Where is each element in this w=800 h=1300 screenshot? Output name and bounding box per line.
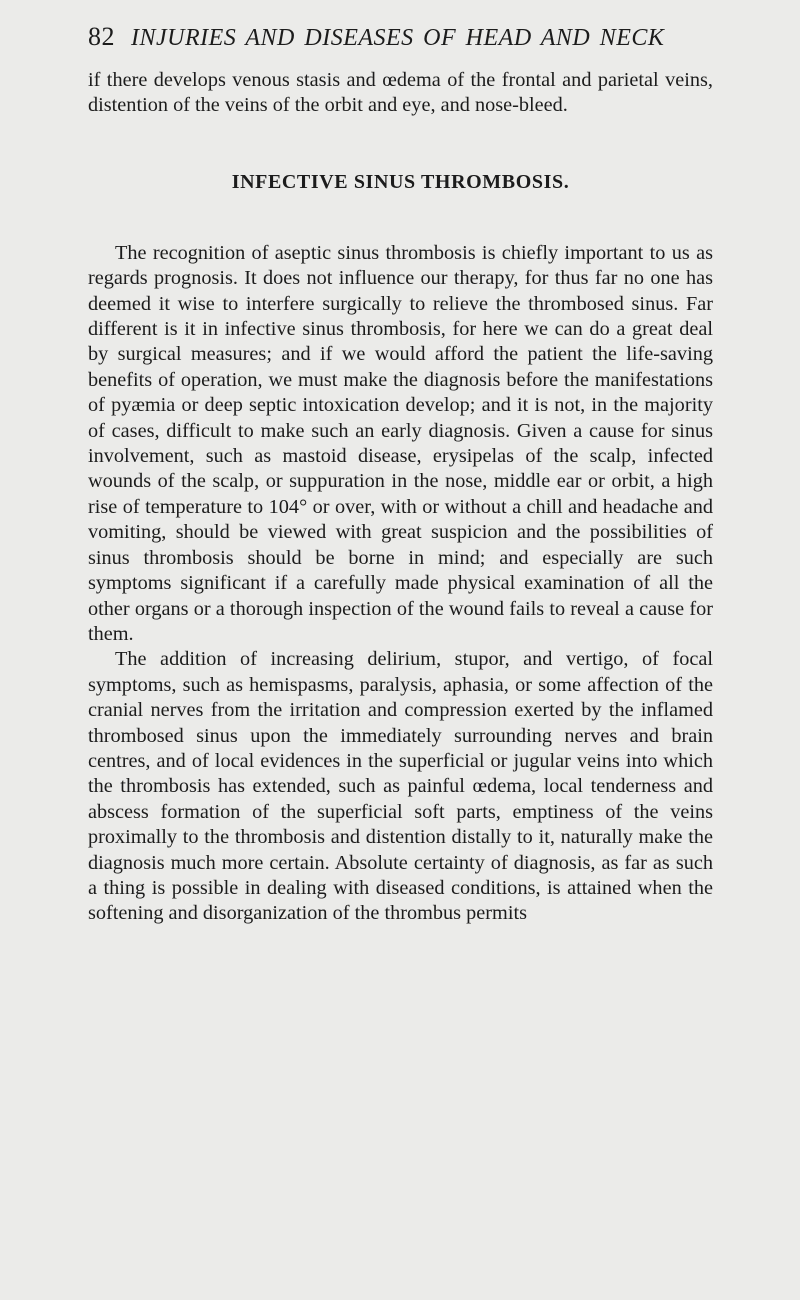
body-text	[88, 68, 713, 927]
paragraph-2: The addition of increasing delirium, stupor, and vertigo, of focal symptoms, such as hemispasms, paralysis, aphasia, or some affection of the cranial nerves from the irritation and compression exerted by the inflamed thrombosed sinus upon the immediately surrounding nerves and brain centres, and of local evidences in the superficial or jugular veins into which the thrombosis has extended, such as painful œdema, local tenderness and abscess formation of the superficial soft parts, emptiness of the veins proximally to the thrombosis and distention distally to it, naturally make the diagnosis much more certain. Absolute certainty of diagnosis, as far as such a thing is possible in dealing with diseased conditions, is attained when the softening and disorganization of the thrombus permits	[88, 648, 713, 925]
section-heading: INFECTIVE SINUS THROMBOSIS.	[231, 170, 570, 193]
paragraph-1: The recognition of aseptic sinus thrombosis is chiefly important to us as regards prognosis. It does not influence our therapy, for thus far no one has deemed it wise to interfere surgically to relieve the thrombosed sinus. Far different is it in infective sinus thrombosis, for here we can do a great deal by surgical measures; and if we would afford the patient the life-saving benefits of operation, we must make the diagnosis before the manifestations of pyæmia or deep septic intoxication develop; and it is not, in the majority of cases, difficult to make such an early diagnosis. Given a cause for sinus involvement, such as mastoid disease, erysipelas of the scalp, infected wounds of the scalp, or suppuration in the nose, middle ear or orbit, a high rise of temperature to 104° or over, with or without a chill and headache and vomiting, should be viewed with great suspicion and the possibilities of sinus thrombosis should be borne in mind; and especially are such symptoms significant if a carefully made physical examination of all the other organs or a thorough inspection of the wound fails to reveal a cause for them.	[88, 241, 713, 645]
running-head	[88, 22, 728, 58]
running-title: INJURIES AND DISEASES OF HEAD AND NECK	[131, 25, 665, 51]
page-number: 82	[88, 22, 115, 51]
continuation-paragraph: if there develops venous stasis and œdema of the frontal and parietal veins, distention of the veins of the orbit and eye, and nose-bleed.	[88, 69, 713, 117]
